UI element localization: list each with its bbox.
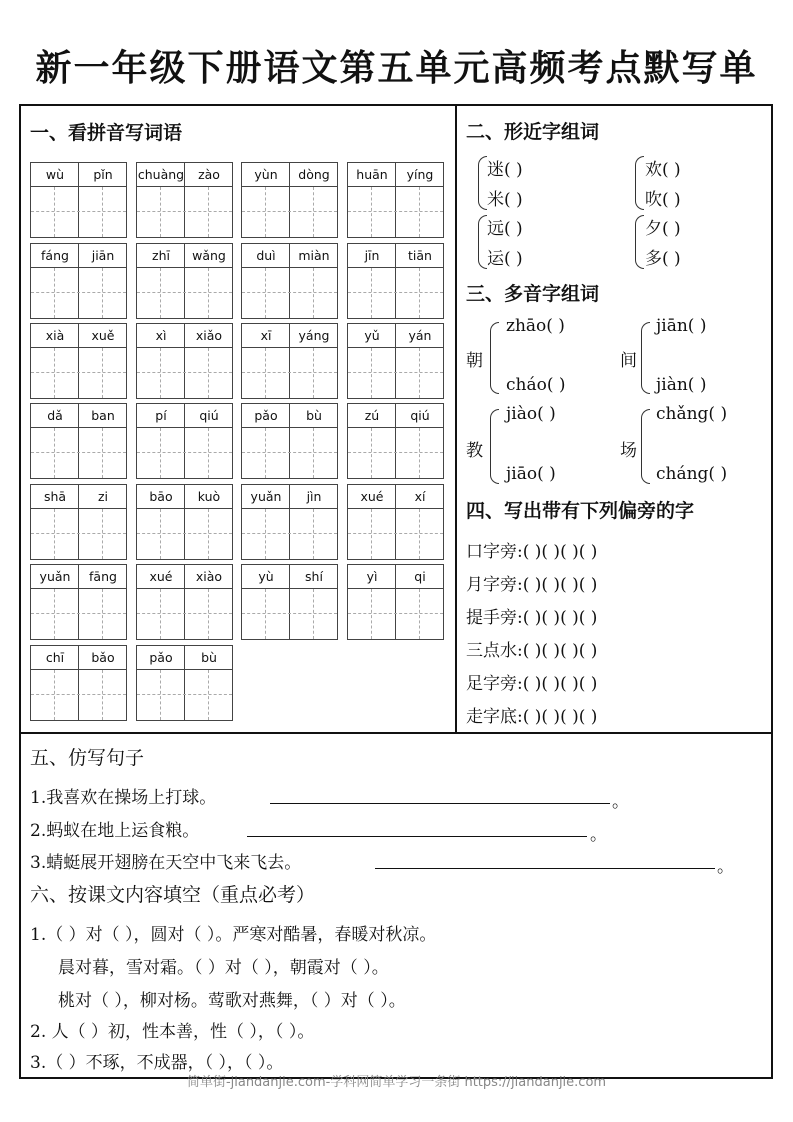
brace	[635, 156, 644, 210]
pinyin-label: bù	[201, 650, 217, 665]
similar-char: 迷( )	[487, 160, 523, 180]
pinyin-label: zhī	[152, 248, 170, 263]
guide-line	[208, 670, 209, 720]
guide-line	[371, 589, 372, 639]
pinyin-cell[interactable]	[241, 564, 338, 640]
pinyin-label: wù	[45, 167, 65, 182]
pinyin-label: xuě	[91, 328, 115, 343]
pinyin-label: xiào	[195, 569, 223, 584]
pinyin-label: yì	[366, 569, 378, 584]
guide-line	[242, 372, 337, 373]
pinyin-label: yù	[258, 569, 274, 584]
guide-line	[54, 187, 55, 237]
pinyin-cell[interactable]	[30, 564, 127, 640]
guide-line	[242, 211, 337, 212]
pinyin-label: chuàng	[137, 167, 185, 182]
pinyin-label: pǐn	[93, 167, 113, 182]
pinyin-cell[interactable]	[136, 243, 233, 319]
guide-line	[313, 187, 314, 237]
section-5-heading: 五、仿写句子	[30, 747, 145, 769]
radical-row: 提手旁:( )( )( )( )	[466, 608, 598, 628]
guide-line	[160, 670, 161, 720]
guide-line	[371, 348, 372, 398]
pinyin-label: xià	[45, 328, 65, 343]
guide-line	[102, 187, 103, 237]
guide-line	[160, 428, 161, 478]
pinyin-label: bāo	[149, 489, 173, 504]
guide-line	[419, 589, 420, 639]
polyphone-reading: zhāo( )	[506, 316, 565, 336]
pinyin-label: duì	[256, 248, 276, 263]
guide-line	[208, 428, 209, 478]
pinyin-label: kuò	[197, 489, 221, 504]
pinyin-label: zú	[364, 408, 380, 423]
guide-line	[54, 348, 55, 398]
pinyin-label: bù	[306, 408, 322, 423]
pinyin-label: xí	[414, 489, 426, 504]
pinyin-label: xiǎo	[195, 328, 223, 343]
pinyin-cell[interactable]	[347, 564, 444, 640]
guide-line	[208, 589, 209, 639]
guide-line	[348, 372, 443, 373]
guide-line	[102, 670, 103, 720]
pinyin-label: miàn	[298, 248, 330, 263]
guide-line	[208, 348, 209, 398]
pinyin-cell[interactable]	[241, 484, 338, 560]
similar-char: 欢( )	[645, 160, 681, 180]
guide-line	[313, 268, 314, 318]
polyphone-reading: cháng( )	[656, 464, 728, 484]
pinyin-label: jīn	[364, 248, 380, 263]
guide-line	[348, 452, 443, 453]
pinyin-cell[interactable]	[136, 564, 233, 640]
guide-line	[137, 533, 232, 534]
pinyin-cell[interactable]	[30, 323, 127, 399]
guide-line	[313, 589, 314, 639]
pinyin-label: dòng	[298, 167, 330, 182]
brace	[478, 215, 487, 269]
guide-line	[419, 268, 420, 318]
pinyin-label: zào	[198, 167, 220, 182]
guide-line	[348, 613, 443, 614]
guide-line	[31, 694, 126, 695]
pinyin-label: qiú	[410, 408, 430, 423]
sentence-prompt: 1.我喜欢在操场上打球。	[30, 788, 217, 808]
sentence-end: 。	[717, 857, 734, 877]
guide-line	[31, 613, 126, 614]
page-title: 新一年级下册语文第五单元高频考点默写单	[35, 47, 758, 89]
guide-line	[265, 348, 266, 398]
brace	[641, 322, 650, 394]
guide-line	[102, 589, 103, 639]
polyphone-reading: jiào( )	[506, 404, 556, 424]
pinyin-label: pí	[155, 408, 167, 423]
polyphone-char: 间	[620, 351, 637, 371]
pinyin-label: chī	[45, 650, 65, 665]
sentence-prompt: 2.蚂蚁在地上运食粮。	[30, 821, 200, 841]
guide-line	[102, 348, 103, 398]
fill-line: 3.（ ）不琢，不成器，（ ），（ ）。	[30, 1053, 284, 1073]
pinyin-label: dǎ	[47, 408, 63, 423]
pinyin-cell[interactable]	[136, 162, 233, 238]
pinyin-label: huān	[356, 167, 388, 182]
guide-line	[137, 694, 232, 695]
guide-line	[371, 268, 372, 318]
section-4-heading: 四、写出带有下列偏旁的字	[466, 500, 695, 522]
pinyin-label: pǎo	[149, 650, 173, 665]
section-6-heading: 六、按课文内容填空（重点必考）	[30, 884, 316, 906]
guide-line	[371, 187, 372, 237]
polyphone-reading: jiān( )	[656, 316, 707, 336]
guide-line	[242, 613, 337, 614]
guide-line	[137, 613, 232, 614]
guide-line	[102, 268, 103, 318]
guide-line	[313, 348, 314, 398]
similar-char: 远( )	[487, 219, 523, 239]
pinyin-label: yùn	[254, 167, 278, 182]
brace	[490, 322, 499, 394]
guide-line	[265, 589, 266, 639]
sentence-end: 。	[612, 792, 629, 812]
section-1-heading: 一、看拼音写词语	[30, 122, 183, 144]
guide-line	[137, 292, 232, 293]
guide-line	[348, 533, 443, 534]
polyphone-reading: jiàn( )	[656, 375, 707, 395]
radical-row: 三点水:( )( )( )( )	[466, 641, 598, 661]
pinyin-label: zi	[97, 489, 109, 504]
radical-row: 足字旁:( )( )( )( )	[466, 674, 598, 694]
guide-line	[348, 211, 443, 212]
guide-line	[371, 428, 372, 478]
answer-line[interactable]	[375, 868, 715, 869]
pinyin-label: jìn	[306, 489, 322, 504]
pinyin-label: fáng	[41, 248, 69, 263]
similar-char: 夕( )	[645, 219, 681, 239]
polyphone-reading: cháo( )	[506, 375, 566, 395]
guide-line	[348, 292, 443, 293]
pinyin-label: shí	[305, 569, 323, 584]
sentence-end: 。	[590, 825, 607, 845]
pinyin-label: ban	[91, 408, 115, 423]
guide-line	[419, 187, 420, 237]
guide-line	[54, 428, 55, 478]
section-2-heading: 二、形近字组词	[466, 121, 600, 143]
pinyin-label: yuǎn	[250, 489, 282, 504]
guide-line	[313, 509, 314, 559]
polyphone-reading: jiāo( )	[506, 464, 556, 484]
pinyin-cell[interactable]	[30, 243, 127, 319]
watermark-footer: 简单街-jiandanjie.com-学科网简单学习一条街 https://jiandanjie.com	[186, 1075, 607, 1090]
guide-line	[265, 268, 266, 318]
guide-line	[160, 589, 161, 639]
fill-line: 晨对暮，雪对霜。（ ）对（ ），朝霞对（ ）。	[58, 958, 389, 978]
pinyin-cell[interactable]	[347, 323, 444, 399]
answer-line[interactable]	[247, 836, 587, 837]
pinyin-label: bǎo	[91, 650, 115, 665]
pinyin-cell[interactable]	[347, 162, 444, 238]
guide-line	[313, 428, 314, 478]
radical-row: 口字旁:( )( )( )( )	[466, 542, 598, 562]
pinyin-cell[interactable]	[241, 243, 338, 319]
similar-char: 吹( )	[645, 190, 681, 210]
column-divider	[455, 104, 457, 733]
pinyin-label: jiān	[91, 248, 115, 263]
pinyin-cell[interactable]	[136, 403, 233, 479]
polyphone-reading: chǎng( )	[656, 404, 728, 424]
guide-line	[54, 268, 55, 318]
guide-line	[137, 211, 232, 212]
answer-line[interactable]	[270, 803, 610, 804]
polyphone-char: 教	[466, 441, 483, 461]
guide-line	[265, 187, 266, 237]
pinyin-cell[interactable]	[30, 645, 127, 721]
guide-line	[208, 509, 209, 559]
guide-line	[242, 533, 337, 534]
fill-line: 桃对（ ），柳对杨。莺歌对燕舞，（ ）对（ ）。	[58, 991, 406, 1011]
pinyin-cell[interactable]	[136, 645, 233, 721]
pinyin-cell[interactable]	[30, 484, 127, 560]
guide-line	[160, 348, 161, 398]
pinyin-label: fāng	[89, 569, 117, 584]
brace	[490, 409, 499, 484]
pinyin-label: xué	[149, 569, 173, 584]
pinyin-label: qi	[414, 569, 426, 584]
guide-line	[54, 509, 55, 559]
pinyin-label: wǎng	[192, 248, 226, 263]
pinyin-label: yíng	[406, 167, 434, 182]
section-3-heading: 三、多音字组词	[466, 283, 600, 305]
pinyin-cell[interactable]	[30, 162, 127, 238]
guide-line	[265, 509, 266, 559]
section-divider	[19, 732, 773, 734]
guide-line	[137, 372, 232, 373]
guide-line	[242, 292, 337, 293]
sentence-prompt: 3.蜻蜓展开翅膀在天空中飞来飞去。	[30, 853, 302, 873]
guide-line	[419, 348, 420, 398]
fill-line: 2. 人（ ）初，性本善，性（ ），（ ）。	[30, 1022, 315, 1042]
guide-line	[208, 268, 209, 318]
similar-char: 运( )	[487, 249, 523, 269]
brace	[478, 156, 487, 210]
similar-char: 多( )	[645, 249, 681, 269]
similar-char: 米( )	[487, 190, 523, 210]
guide-line	[371, 509, 372, 559]
guide-line	[208, 187, 209, 237]
pinyin-label: tiān	[408, 248, 432, 263]
guide-line	[31, 533, 126, 534]
pinyin-label: pǎo	[254, 408, 278, 423]
guide-line	[31, 211, 126, 212]
guide-line	[54, 670, 55, 720]
pinyin-label: yáng	[298, 328, 330, 343]
pinyin-cell[interactable]	[347, 484, 444, 560]
pinyin-label: shā	[43, 489, 67, 504]
pinyin-cell[interactable]	[347, 403, 444, 479]
pinyin-cell[interactable]	[136, 484, 233, 560]
radical-row: 走字底:( )( )( )( )	[466, 707, 598, 727]
pinyin-cell[interactable]	[241, 403, 338, 479]
guide-line	[31, 372, 126, 373]
guide-line	[54, 589, 55, 639]
fill-line: 1.（ ）对（ ），圆对（ ）。严寒对酷暑，春暖对秋凉。	[30, 925, 437, 945]
pinyin-label: xī	[260, 328, 272, 343]
pinyin-cell[interactable]	[136, 323, 233, 399]
radical-row: 月字旁:( )( )( )( )	[466, 575, 598, 595]
guide-line	[265, 428, 266, 478]
pinyin-label: qiú	[199, 408, 219, 423]
brace	[641, 409, 650, 484]
guide-line	[419, 428, 420, 478]
polyphone-char: 场	[620, 441, 637, 461]
guide-line	[419, 509, 420, 559]
guide-line	[31, 292, 126, 293]
guide-line	[137, 452, 232, 453]
pinyin-label: yǔ	[364, 328, 380, 343]
guide-line	[102, 428, 103, 478]
pinyin-cell[interactable]	[347, 243, 444, 319]
brace	[635, 215, 644, 269]
guide-line	[102, 509, 103, 559]
pinyin-cell[interactable]	[30, 403, 127, 479]
pinyin-label: yuǎn	[39, 569, 71, 584]
polyphone-char: 朝	[466, 351, 483, 371]
guide-line	[242, 452, 337, 453]
guide-line	[160, 268, 161, 318]
pinyin-label: xué	[360, 489, 384, 504]
guide-line	[31, 452, 126, 453]
pinyin-cell[interactable]	[241, 162, 338, 238]
guide-line	[160, 509, 161, 559]
pinyin-cell[interactable]	[241, 323, 338, 399]
guide-line	[160, 187, 161, 237]
pinyin-label: yán	[408, 328, 432, 343]
pinyin-label: xì	[155, 328, 167, 343]
